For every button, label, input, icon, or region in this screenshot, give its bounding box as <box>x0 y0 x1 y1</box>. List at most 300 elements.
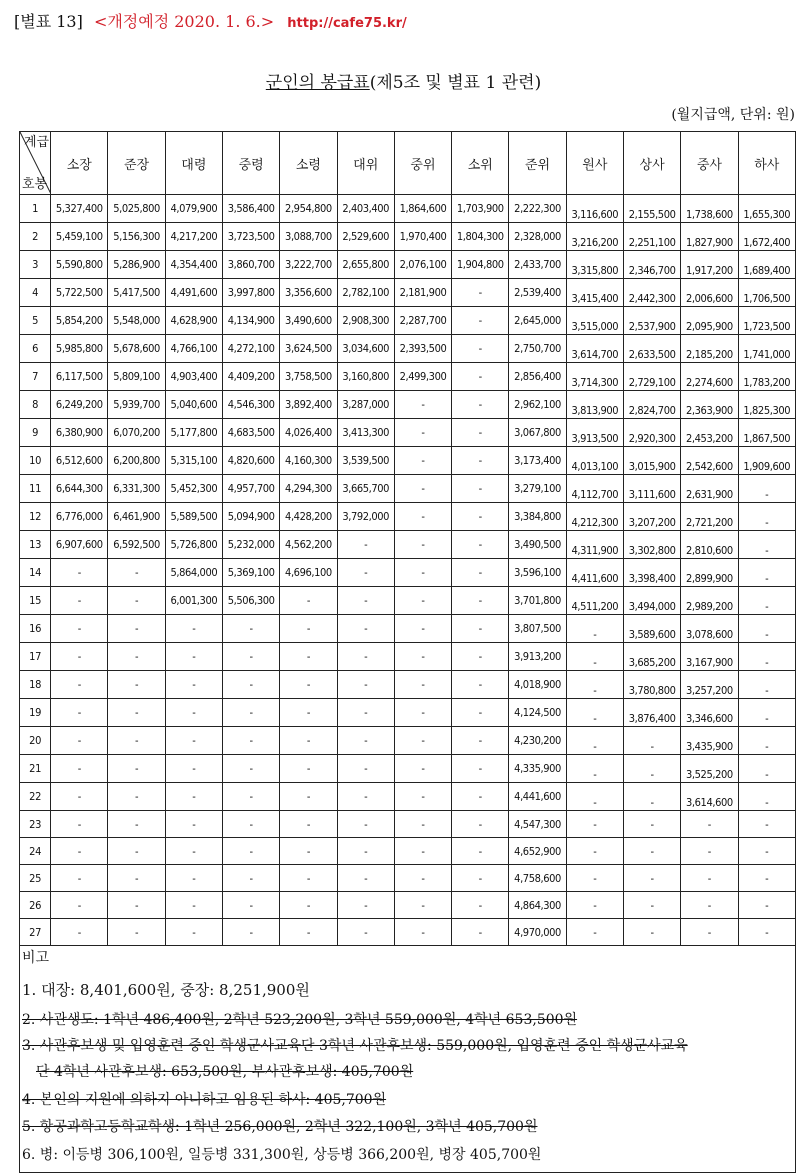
pay-cell: 4,864,300 <box>509 892 566 919</box>
pay-cell: - <box>165 727 222 755</box>
step-cell: 1 <box>20 195 51 223</box>
pay-cell: - <box>280 671 337 699</box>
pay-cell: - <box>108 783 165 811</box>
pay-cell: 2,542,600 <box>681 447 738 475</box>
rank-header: 준장 <box>108 132 165 195</box>
table-row <box>20 475 796 503</box>
pay-cell: 2,346,700 <box>623 251 680 279</box>
pay-cell: 3,160,800 <box>337 363 394 391</box>
pay-cell: 1,738,600 <box>681 195 738 223</box>
pay-cell: - <box>738 475 795 503</box>
pay-cell: 3,494,000 <box>623 587 680 615</box>
pay-cell: 2,645,000 <box>509 307 566 335</box>
pay-cell: - <box>566 919 623 946</box>
pay-cell: - <box>280 615 337 643</box>
pay-cell: - <box>108 671 165 699</box>
pay-cell: - <box>280 587 337 615</box>
pay-cell: 3,813,900 <box>566 391 623 419</box>
pay-cell: 2,750,700 <box>509 335 566 363</box>
pay-cell: 2,185,200 <box>681 335 738 363</box>
pay-cell: - <box>394 919 451 946</box>
step-cell: 26 <box>20 892 51 919</box>
pay-cell: - <box>280 783 337 811</box>
table-row <box>20 419 796 447</box>
pay-cell: - <box>108 892 165 919</box>
pay-cell: 4,212,300 <box>566 503 623 531</box>
pay-cell: 3,435,900 <box>681 727 738 755</box>
pay-cell: 3,116,600 <box>566 195 623 223</box>
pay-cell: - <box>566 755 623 783</box>
pay-cell: 3,758,500 <box>280 363 337 391</box>
table-row <box>20 363 796 391</box>
pay-cell: - <box>108 643 165 671</box>
pay-cell: 5,452,300 <box>165 475 222 503</box>
pay-cell: - <box>623 727 680 755</box>
pay-cell: 5,417,500 <box>108 279 165 307</box>
pay-cell: 2,655,800 <box>337 251 394 279</box>
pay-cell: - <box>452 838 509 865</box>
corner-step-label: 호봉 <box>22 177 48 192</box>
table-row <box>20 447 796 475</box>
step-cell: 14 <box>20 559 51 587</box>
pay-cell: 3,384,800 <box>509 503 566 531</box>
pay-cell: - <box>452 892 509 919</box>
pay-cell: 1,825,300 <box>738 391 795 419</box>
pay-cell: - <box>51 865 108 892</box>
pay-cell: - <box>738 919 795 946</box>
document-header <box>14 9 407 32</box>
pay-cell: 3,111,600 <box>623 475 680 503</box>
pay-cell: - <box>108 838 165 865</box>
step-cell: 7 <box>20 363 51 391</box>
pay-cell: 1,672,400 <box>738 223 795 251</box>
pay-cell: 5,156,300 <box>108 223 165 251</box>
pay-cell: 5,177,800 <box>165 419 222 447</box>
pay-cell: - <box>566 699 623 727</box>
pay-cell: 2,989,200 <box>681 587 738 615</box>
page-title <box>0 68 807 93</box>
pay-cell: 2,076,100 <box>394 251 451 279</box>
pay-cell: - <box>738 559 795 587</box>
pay-cell: 1,804,300 <box>452 223 509 251</box>
pay-cell: 4,112,700 <box>566 475 623 503</box>
pay-cell: - <box>452 559 509 587</box>
step-cell: 24 <box>20 838 51 865</box>
pay-cell: - <box>337 727 394 755</box>
pay-cell: 2,810,600 <box>681 531 738 559</box>
table-row <box>20 892 796 919</box>
pay-cell: - <box>452 363 509 391</box>
pay-cell: 5,722,500 <box>51 279 108 307</box>
pay-cell: - <box>108 811 165 838</box>
pay-cell: - <box>280 838 337 865</box>
pay-table <box>19 131 796 946</box>
pay-cell: 6,644,300 <box>51 475 108 503</box>
pay-cell: - <box>738 699 795 727</box>
pay-cell: - <box>681 811 738 838</box>
pay-cell: 3,596,100 <box>509 559 566 587</box>
pay-cell: 6,001,300 <box>165 587 222 615</box>
pay-cell: 2,181,900 <box>394 279 451 307</box>
pay-cell: 4,026,400 <box>280 419 337 447</box>
pay-cell: - <box>623 865 680 892</box>
pay-cell: 2,287,700 <box>394 307 451 335</box>
pay-cell: 4,562,200 <box>280 531 337 559</box>
step-cell: 18 <box>20 671 51 699</box>
pay-cell: 6,592,500 <box>108 531 165 559</box>
pay-cell: 2,633,500 <box>623 335 680 363</box>
table-row <box>20 503 796 531</box>
table-row <box>20 643 796 671</box>
pay-cell: 4,134,900 <box>223 307 280 335</box>
pay-cell: 5,459,100 <box>51 223 108 251</box>
pay-cell: - <box>165 699 222 727</box>
pay-cell: - <box>337 615 394 643</box>
note-item: 5. 항공과학고등학교학생: 1학년 256,000원, 2학년 322,100원, 3학년 405,700원 <box>22 1119 538 1135</box>
pay-cell: - <box>51 727 108 755</box>
pay-cell: 4,511,200 <box>566 587 623 615</box>
pay-cell: - <box>623 811 680 838</box>
table-row <box>20 279 796 307</box>
corner-rank-label: 계급 <box>24 135 50 150</box>
pay-cell: 2,006,600 <box>681 279 738 307</box>
pay-cell: - <box>394 559 451 587</box>
pay-cell: - <box>280 643 337 671</box>
pay-cell: - <box>337 919 394 946</box>
pay-cell: 4,683,500 <box>223 419 280 447</box>
pay-cell: - <box>51 783 108 811</box>
table-row <box>20 699 796 727</box>
pay-cell: 5,590,800 <box>51 251 108 279</box>
rank-header: 상사 <box>623 132 680 195</box>
pay-cell: 6,331,300 <box>108 475 165 503</box>
pay-cell: - <box>681 838 738 865</box>
pay-cell: - <box>223 755 280 783</box>
pay-cell: - <box>223 892 280 919</box>
pay-cell: 2,537,900 <box>623 307 680 335</box>
pay-cell: - <box>681 919 738 946</box>
pay-cell: 6,200,800 <box>108 447 165 475</box>
pay-cell: 3,525,200 <box>681 755 738 783</box>
pay-cell: - <box>566 615 623 643</box>
rank-header: 대위 <box>337 132 394 195</box>
step-cell: 11 <box>20 475 51 503</box>
pay-cell: - <box>108 615 165 643</box>
pay-cell: - <box>108 699 165 727</box>
pay-cell: - <box>452 335 509 363</box>
pay-cell: - <box>394 838 451 865</box>
source-url[interactable]: http://cafe75.kr/ <box>287 16 407 31</box>
pay-cell: 3,515,000 <box>566 307 623 335</box>
step-cell: 20 <box>20 727 51 755</box>
pay-cell: 4,766,100 <box>165 335 222 363</box>
step-cell: 13 <box>20 531 51 559</box>
pay-cell: 5,548,000 <box>108 307 165 335</box>
step-cell: 6 <box>20 335 51 363</box>
pay-cell: 4,903,400 <box>165 363 222 391</box>
pay-cell: 1,703,900 <box>452 195 509 223</box>
pay-cell: - <box>223 919 280 946</box>
pay-cell: 3,714,300 <box>566 363 623 391</box>
pay-cell: - <box>738 838 795 865</box>
pay-cell: 3,257,200 <box>681 671 738 699</box>
pay-cell: 3,222,700 <box>280 251 337 279</box>
pay-cell: - <box>566 811 623 838</box>
pay-cell: - <box>681 865 738 892</box>
pay-cell: 4,546,300 <box>223 391 280 419</box>
pay-cell: 5,864,000 <box>165 559 222 587</box>
pay-cell: 2,856,400 <box>509 363 566 391</box>
pay-cell: 4,652,900 <box>509 838 566 865</box>
pay-cell: 4,970,000 <box>509 919 566 946</box>
pay-cell: 2,363,900 <box>681 391 738 419</box>
pay-cell: - <box>337 811 394 838</box>
step-cell: 9 <box>20 419 51 447</box>
pay-cell: 4,409,200 <box>223 363 280 391</box>
pay-cell: 3,490,500 <box>509 531 566 559</box>
pay-cell: 4,124,500 <box>509 699 566 727</box>
pay-cell: - <box>223 865 280 892</box>
pay-cell: - <box>566 865 623 892</box>
step-cell: 8 <box>20 391 51 419</box>
pay-cell: - <box>51 892 108 919</box>
pay-cell: 2,499,300 <box>394 363 451 391</box>
pay-cell: - <box>452 919 509 946</box>
rank-header: 소장 <box>51 132 108 195</box>
rank-header: 소령 <box>280 132 337 195</box>
pay-cell: 3,997,800 <box>223 279 280 307</box>
pay-cell: - <box>394 587 451 615</box>
pay-cell: 3,780,800 <box>623 671 680 699</box>
pay-cell: 3,665,700 <box>337 475 394 503</box>
step-cell: 22 <box>20 783 51 811</box>
pay-cell: - <box>738 755 795 783</box>
rank-header: 대령 <box>165 132 222 195</box>
step-cell: 19 <box>20 699 51 727</box>
notes-heading: 비고 <box>22 950 50 966</box>
pay-cell: - <box>738 587 795 615</box>
pay-cell: 6,907,600 <box>51 531 108 559</box>
pay-cell: 5,327,400 <box>51 195 108 223</box>
pay-cell: 5,025,800 <box>108 195 165 223</box>
pay-cell: 6,461,900 <box>108 503 165 531</box>
pay-cell: 2,954,800 <box>280 195 337 223</box>
pay-cell: 3,067,800 <box>509 419 566 447</box>
pay-cell: 6,117,500 <box>51 363 108 391</box>
pay-cell: - <box>394 783 451 811</box>
pay-cell: 6,380,900 <box>51 419 108 447</box>
pay-cell: 2,393,500 <box>394 335 451 363</box>
pay-cell: 4,547,300 <box>509 811 566 838</box>
pay-cell: 1,909,600 <box>738 447 795 475</box>
pay-cell: - <box>623 892 680 919</box>
pay-cell: 6,070,200 <box>108 419 165 447</box>
pay-cell: - <box>394 503 451 531</box>
step-cell: 16 <box>20 615 51 643</box>
pay-cell: 3,586,400 <box>223 195 280 223</box>
corner-cell <box>20 132 51 195</box>
pay-cell: - <box>738 811 795 838</box>
pay-cell: 2,729,100 <box>623 363 680 391</box>
pay-cell: 4,230,200 <box>509 727 566 755</box>
step-cell: 10 <box>20 447 51 475</box>
pay-cell: - <box>108 755 165 783</box>
pay-cell: - <box>452 783 509 811</box>
table-row <box>20 783 796 811</box>
pay-cell: - <box>623 755 680 783</box>
table-row <box>20 251 796 279</box>
pay-cell: - <box>51 838 108 865</box>
pay-cell: 3,088,700 <box>280 223 337 251</box>
pay-cell: 2,442,300 <box>623 279 680 307</box>
pay-cell: - <box>394 811 451 838</box>
step-cell: 23 <box>20 811 51 838</box>
pay-cell: - <box>51 615 108 643</box>
pay-cell: - <box>452 447 509 475</box>
pay-cell: 1,783,200 <box>738 363 795 391</box>
pay-cell: - <box>223 615 280 643</box>
pay-cell: - <box>452 531 509 559</box>
pay-cell: 3,346,600 <box>681 699 738 727</box>
pay-cell: 3,614,600 <box>681 783 738 811</box>
pay-cell: - <box>623 919 680 946</box>
pay-cell: - <box>51 643 108 671</box>
table-row <box>20 587 796 615</box>
pay-cell: 3,723,500 <box>223 223 280 251</box>
pay-cell: - <box>337 892 394 919</box>
step-cell: 17 <box>20 643 51 671</box>
note-item: 단 4학년 사관후보생: 653,500원, 부사관후보생: 405,700원 <box>36 1064 414 1080</box>
pay-cell: 3,413,300 <box>337 419 394 447</box>
pay-cell: 3,287,000 <box>337 391 394 419</box>
pay-cell: 4,217,200 <box>165 223 222 251</box>
pay-cell: 4,491,600 <box>165 279 222 307</box>
step-cell: 21 <box>20 755 51 783</box>
pay-cell: 3,167,900 <box>681 643 738 671</box>
pay-cell: 1,827,900 <box>681 223 738 251</box>
pay-cell: 2,824,700 <box>623 391 680 419</box>
step-cell: 25 <box>20 865 51 892</box>
table-row <box>20 559 796 587</box>
pay-cell: - <box>394 671 451 699</box>
table-row <box>20 307 796 335</box>
pay-cell: 4,335,900 <box>509 755 566 783</box>
pay-cell: - <box>394 643 451 671</box>
pay-cell: - <box>738 727 795 755</box>
note-item: 4. 본인의 지원에 의하지 아니하고 임용된 하사: 405,700원 <box>22 1092 387 1108</box>
pay-cell: 5,506,300 <box>223 587 280 615</box>
pay-cell: - <box>738 892 795 919</box>
pay-cell: 3,356,600 <box>280 279 337 307</box>
table-row <box>20 865 796 892</box>
pay-cell: 5,985,800 <box>51 335 108 363</box>
pay-cell: 4,428,200 <box>280 503 337 531</box>
pay-cell: - <box>51 699 108 727</box>
pay-cell: - <box>394 892 451 919</box>
table-row <box>20 671 796 699</box>
pay-cell: 4,272,100 <box>223 335 280 363</box>
pay-cell: 2,251,100 <box>623 223 680 251</box>
pay-cell: 3,034,600 <box>337 335 394 363</box>
pay-cell: 4,013,100 <box>566 447 623 475</box>
pay-cell: 2,433,700 <box>509 251 566 279</box>
pay-cell: - <box>394 419 451 447</box>
pay-cell: - <box>337 783 394 811</box>
pay-cell: - <box>165 919 222 946</box>
pay-cell: - <box>681 892 738 919</box>
pay-cell: 3,207,200 <box>623 503 680 531</box>
pay-cell: - <box>738 671 795 699</box>
pay-cell: - <box>165 892 222 919</box>
pay-cell: - <box>51 755 108 783</box>
pay-cell: 3,876,400 <box>623 699 680 727</box>
pay-cell: 5,939,700 <box>108 391 165 419</box>
step-cell: 15 <box>20 587 51 615</box>
table-body <box>20 195 796 946</box>
pay-cell: 1,723,500 <box>738 307 795 335</box>
pay-cell: - <box>337 559 394 587</box>
step-cell: 3 <box>20 251 51 279</box>
pay-cell: 3,078,600 <box>681 615 738 643</box>
unit-note: (월지급액, 단위: 원) <box>671 107 795 123</box>
pay-cell: - <box>223 783 280 811</box>
pay-cell: - <box>738 531 795 559</box>
pay-cell: 2,222,300 <box>509 195 566 223</box>
pay-cell: 2,920,300 <box>623 419 680 447</box>
pay-cell: 4,441,600 <box>509 783 566 811</box>
pay-cell: - <box>394 475 451 503</box>
pay-cell: - <box>165 755 222 783</box>
pay-cell: - <box>566 727 623 755</box>
pay-cell: - <box>337 587 394 615</box>
pay-cell: - <box>280 727 337 755</box>
pay-cell: - <box>165 783 222 811</box>
pay-cell: 5,040,600 <box>165 391 222 419</box>
pay-cell: 4,820,600 <box>223 447 280 475</box>
pay-cell: - <box>623 783 680 811</box>
pay-cell: 5,232,000 <box>223 531 280 559</box>
rank-header: 준위 <box>509 132 566 195</box>
pay-cell: - <box>165 811 222 838</box>
pay-cell: 5,369,100 <box>223 559 280 587</box>
step-cell: 12 <box>20 503 51 531</box>
pay-cell: - <box>337 699 394 727</box>
pay-cell: 3,892,400 <box>280 391 337 419</box>
pay-cell: 2,095,900 <box>681 307 738 335</box>
step-cell: 2 <box>20 223 51 251</box>
pay-cell: - <box>452 727 509 755</box>
pay-cell: 2,274,600 <box>681 363 738 391</box>
pay-cell: 1,706,500 <box>738 279 795 307</box>
table-row <box>20 195 796 223</box>
pay-cell: - <box>108 919 165 946</box>
pay-cell: - <box>337 865 394 892</box>
pay-cell: 2,539,400 <box>509 279 566 307</box>
table-row <box>20 755 796 783</box>
pay-cell: - <box>108 559 165 587</box>
pay-cell: - <box>337 755 394 783</box>
pay-cell: - <box>394 755 451 783</box>
pay-cell: 4,957,700 <box>223 475 280 503</box>
pay-cell: - <box>223 811 280 838</box>
pay-cell: - <box>738 865 795 892</box>
pay-cell: 3,614,700 <box>566 335 623 363</box>
pay-cell: - <box>452 279 509 307</box>
table-row <box>20 335 796 363</box>
pay-cell: - <box>394 865 451 892</box>
step-cell: 27 <box>20 919 51 946</box>
pay-cell: 3,398,400 <box>623 559 680 587</box>
